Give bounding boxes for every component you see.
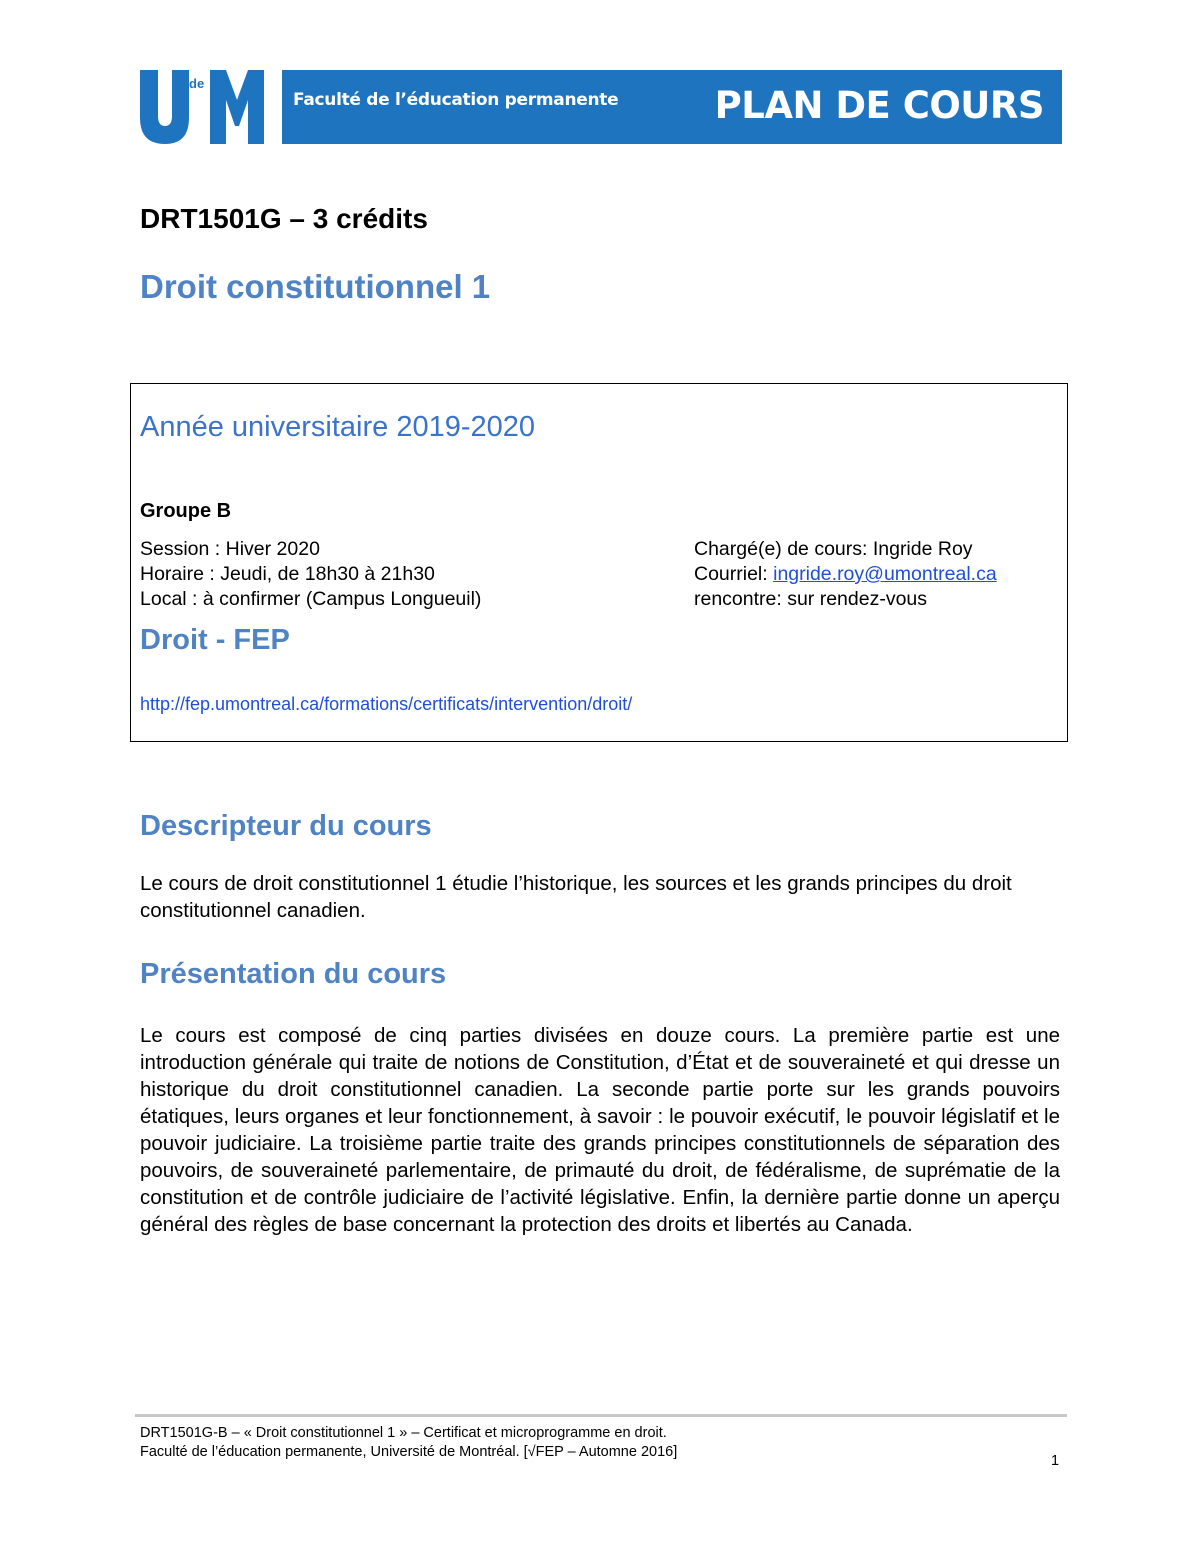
logo-superscript: de	[189, 76, 205, 91]
instructor-line: Chargé(e) de cours: Ingride Roy	[694, 538, 973, 560]
email-line	[694, 562, 997, 587]
presentation-heading: Présentation du cours	[140, 958, 447, 990]
footer-line-2: Faculté de l’éducation permanente, Université de Montréal. [√FEP – Automne 2016]	[140, 1444, 678, 1460]
footer-line-1: DRT1501G-B – « Droit constitutionnel 1 » – Certificat et microprogramme en droit.	[140, 1425, 667, 1441]
email-link[interactable]: ingride.roy@umontreal.ca	[773, 563, 997, 585]
meeting-line: rencontre: sur rendez-vous	[694, 588, 928, 610]
course-code: DRT1501G – 3 crédits	[140, 203, 428, 234]
location-line: Local : à confirmer (Campus Longueuil)	[140, 588, 482, 610]
footer	[140, 1424, 677, 1462]
email-label: Courriel:	[694, 563, 774, 585]
schedule-line: Horaire : Jeudi, de 18h30 à 21h30	[140, 563, 435, 585]
faculty-name: Faculté de l’éducation permanente	[293, 90, 619, 110]
session-line: Session : Hiver 2020	[140, 538, 320, 560]
course-info-box	[130, 383, 1068, 742]
footer-divider	[135, 1414, 1067, 1417]
descriptor-text: Le cours de droit constitutionnel 1 étudie l’historique, les sources et les grands principes du droit constitutionnel canadien.	[140, 872, 1012, 922]
schedule-details	[140, 537, 481, 612]
presentation-text: Le cours est composé de cinq parties divisées en douze cours. La première partie est une introduction générale qui traite de notions de Constitution, d’État et de souveraineté et qui dresse un historique du droit constitutionnel canadien. La seconde partie porte sur les grands pouvoirs étatiques, leurs organes et leur fonctionnement, à savoir : le pouvoir exécutif, le pouvoir législatif et le pouvoir judiciaire. La troisième partie traite des grands principes constitutionnels de séparation des pouvoirs, de souveraineté parlementaire, de primauté du droit, de fédéralisme, de suprématie de la constitution et de contrôle judiciaire de l’activité législative. Enfin, la dernière partie donne un aperçu général des règles de base concernant la protection des droits et libertés au Canada.	[140, 1024, 1060, 1236]
descriptor-heading: Descripteur du cours	[140, 810, 432, 842]
academic-year: Année universitaire 2019-2020	[140, 411, 535, 443]
page-number: 1	[1051, 1453, 1060, 1469]
course-title: Droit constitutionnel 1	[140, 268, 491, 305]
instructor-details	[694, 537, 997, 612]
document-type: PLAN DE COURS	[714, 84, 1044, 127]
course-group: Groupe B	[140, 500, 232, 522]
program-url-link[interactable]: http://fep.umontreal.ca/formations/certificats/intervention/droit/	[140, 694, 633, 714]
udem-logo	[140, 70, 264, 144]
header-banner	[282, 70, 1062, 144]
program-title: Droit - FEP	[140, 624, 290, 656]
